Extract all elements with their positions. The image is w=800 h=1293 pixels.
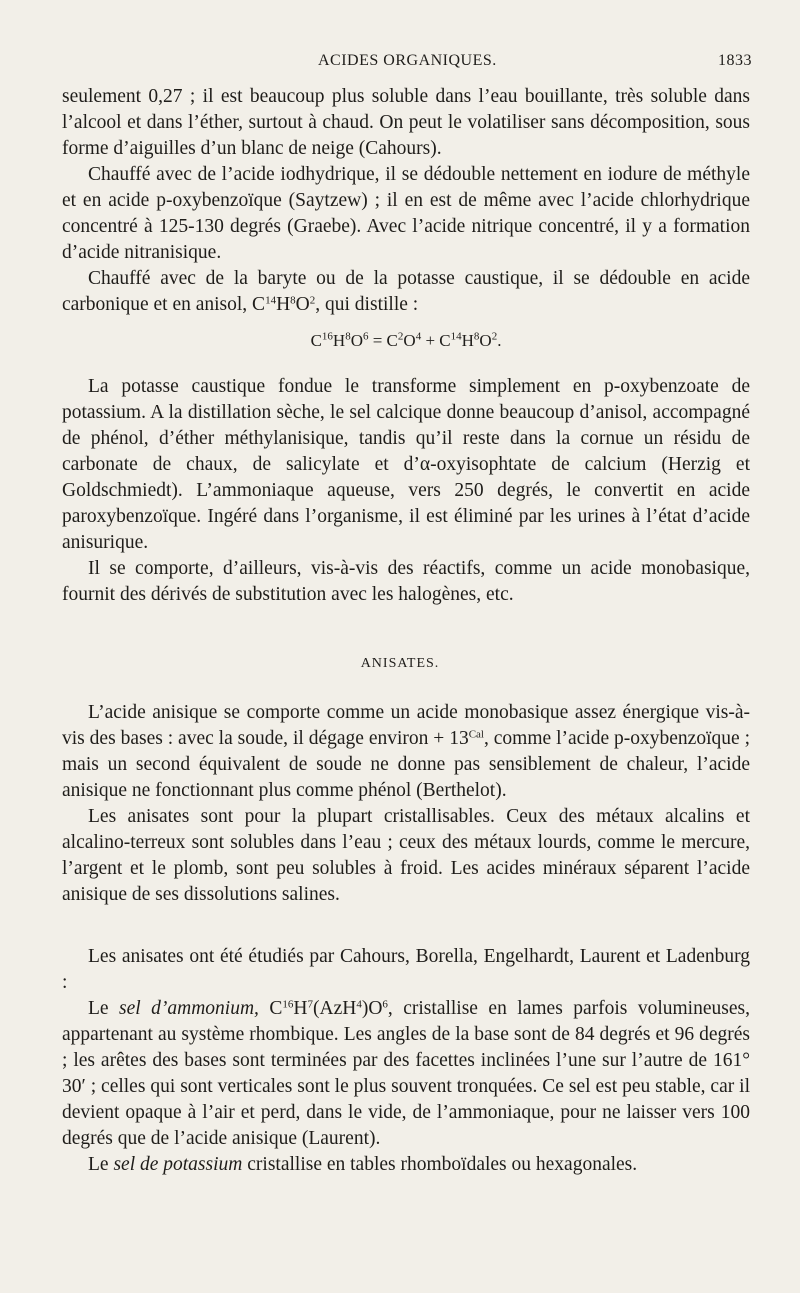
paragraph: Le sel d’ammonium, $C^{16}H^7(AzH^4)O^6$, cristallise en lames parfois volumineuses, appartenant au système rhombique. Les angles de la base sont de 84 degrés et 96 degrés ; les arêtes des bases sont terminées par des facettes inclinées l’une sur l’autre de 161° 30′ ; celles qui sont verticales sont le plus souvent tronquées. Ce sel est peu stable, car il devient opaque à l’air et perd, dans le vide, de l’ammoniaque, pour ne laisser vers 100 degrés que de l’acide anisique (Laurent). [62,998,750,1149]
paragraph: Chauffé avec de l’acide iodhydrique, il se dédouble nettement en iodure de méthyle et en acide p-oxybenzoïque (Saytzew) ; il en est de même avec l’acide chlorhydrique concentré à 125-130 degrés (Graebe). Avec l’acide nitrique concentré, il y a formation d’acide nitranisique. [62,164,750,263]
paragraph: seulement 0,27 ; il est beaucoup plus soluble dans l’eau bouillante, très soluble dans l’alcool et dans l’éther, surtout à chaud. On peut le volatiliser sans décomposition, sous forme d’aiguilles d’un blanc de neige (Cahours). [62,86,750,159]
text-block-1 [62,84,750,354]
paragraph: Les anisates sont pour la plupart cristallisables. Ceux des métaux alcalins et alcalino-terreux sont solubles dans l’eau ; ceux des métaux lourds, comme le mercure, l’argent et le plomb, sont peu solubles à froid. Les acides minéraux séparent l’acide anisique de ses dissolutions salines. [62,806,750,905]
paragraph: La potasse caustique fondue le transforme simplement en p-oxybenzoate de potassium. A la distillation sèche, le sel calcique donne beaucoup d’anisol, accompagné de phénol, d’éther méthylanisique, tandis qu’il reste dans la cornue un résidu de carbonate de chaux, de salicylate et d’α-oxyisophtate de calcium (Herzig et Goldschmiedt). L’ammoniaque aqueuse, vers 250 degrés, le convertit en acide paroxybenzoïque. Ingéré dans l’organisme, il est éliminé par les urines à l’état d’acide anisurique. [62,376,750,553]
chemical-equation: $C^{16}H^8O^6 = C^2O^4 + C^{14}H^8O^2$. [310,330,502,350]
running-title: ACIDES ORGANIQUES. [318,52,497,69]
paragraph: Il se comporte, d’ailleurs, vis-à-vis des réactifs, comme un acide monobasique, fournit des dérivés de substitution avec les halogènes, etc. [62,558,750,605]
paragraph: Le sel de potassium cristallise en tables rhomboïdales ou hexagonales. [88,1154,638,1175]
paragraph: Les anisates ont été étudiés par Cahours, Borella, Engelhardt, Laurent et Ladenburg : [62,946,750,993]
paragraph: Chauffé avec de la baryte ou de la potasse caustique, il se dédouble en acide carbonique et en anisol, $C^{14}H^8O^2$, qui distille : [62,268,750,315]
text-block-3 [62,700,750,908]
page-number: 1833 [718,52,752,69]
section-heading: ANISATES. [360,656,440,671]
paragraph: L’acide anisique se comporte comme un acide monobasique assez énergique vis-à-vis des bases : avec la soude, il dégage environ + $13^{Cal}$, comme l’acide p-oxybenzoïque ; mais un second équivalent de soude ne donne pas sensiblement de chaleur, l’acide anisique ne fonctionnant plus comme phénol (Berthelot). [62,702,750,801]
text-block-2 [62,374,750,608]
running-header [62,52,752,78]
text-block-4 [62,944,750,1178]
